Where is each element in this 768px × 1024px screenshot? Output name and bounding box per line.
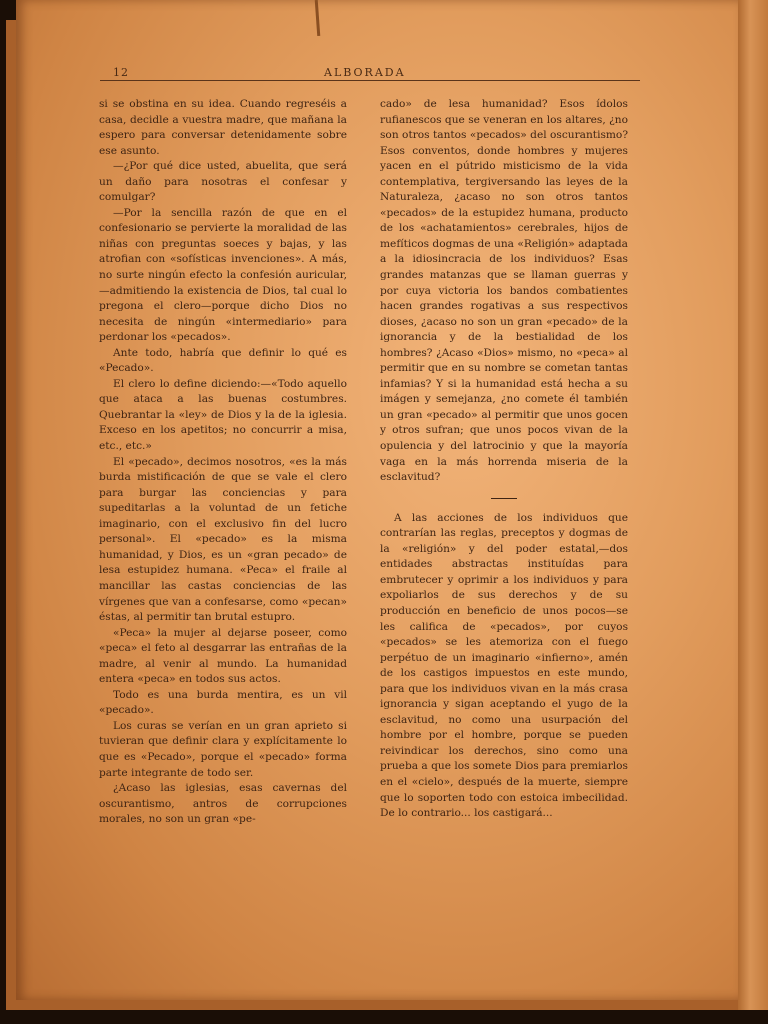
running-head — [100, 66, 640, 80]
left-column — [99, 97, 347, 828]
paragraph: ¿Acaso las iglesias, esas cavernas del oscurantismo, antros de corrupciones morales, no son un gran «pe- — [99, 782, 347, 826]
paragraph: cado» de lesa humanidad? Esos ídolos rufianescos que se veneran en los altares, ¿no son otros tantos «pecados» del oscurantismo? Esos conventos, donde hombres y mujeres yacen en el pútrido misticismo de la vida contemplativa, tergiversando las leyes de la Naturaleza, ¿acaso no son otros tantos «pecados» de la estupidez humana, producto de los «achatamientos» cerebrales, hijos de mefíticos dogmas de una «Religión» adaptada a la idiosincracia de los individuos? Esas grandes matanzas que se llaman guerras y por cuya victoria los bandos combatientes hacen grandes rogativas a sus respectivos dioses, ¿acaso no son un gran «pecado» de la ignorancia y de la bestialidad de los hombres? ¿Acaso «Dios» mismo, no «peca» al permitir que en su nombre se cometan tantas infamias? Y si la humanidad está hecha a su imágen y semejanza, ¿no comete él también un gran «pecado» al permitir que unos gocen y otros sufran; que unos pocos vivan de la opulencia y del latrocinio y que la mayoría vaga en la más horrenda miseria de la esclavitud? — [380, 98, 628, 484]
journal-title: ALBORADA — [324, 66, 406, 79]
right-column — [380, 97, 628, 822]
header-rule — [100, 80, 640, 81]
paragraph: —¿Por qué dice usted, abuelita, que será un daño para nosotras el confesar y comulgar? — [99, 160, 347, 204]
paragraph: Los curas se verían en un gran aprieto si tuvieran que definir clara y explícitamente lo que es «Pecado», porque el «pecado» forma parte integrante de todo ser. — [99, 719, 347, 779]
paragraph: «Peca» la mujer al dejarse poseer, como «peca» el feto al desgarrar las entrañas de la madre, al venir al mundo. La humanidad entera «peca» en todos sus actos. — [99, 626, 347, 686]
paragraph: Ante todo, habría que definir lo qué es «Pecado». — [99, 346, 347, 375]
paragraph: A las acciones de los individuos que contrarían las reglas, preceptos y dogmas de la «religión» y del poder estatal,—dos entidades abstractas instituídas para embrutecer y oprimir a los individuos y para expoliarlos de sus derechos y de su producción en beneficio de unos pocos—se les califica de «pecados», por cuyos «pecados» se les atemoriza con el fuego perpétuo de un imaginario «infierno», amén de los castigos impuestos en este mundo, para que los individuos vivan en la más crasa ignorancia y sigan aceptando el yugo de la esclavitud, no como una usurpación del hombre por el hombre, porque se pueden reivindicar los derechos, sino como una prueba a que los somete Dios para premiarlos en el «cielo», después de la muerte, siempre que lo soporten todo con estoica imbecilidad. De lo contrario... los castigará... — [380, 511, 628, 820]
paragraph: Todo es una burda mentira, es un vil «pecado». — [99, 688, 347, 717]
paragraph: El «pecado», decimos nosotros, «es la más burda mistificación de que se vale el clero para burgar las conciencias y para supeditarlas a la voluntad de un fetiche imaginario, con el exclusivo fin del lucro personal». El «pecado» es la misma humanidad, y Dios, es un «gran pecado» de lesa estupidez humana. «Peca» el fraile al mancillar las castas conciencias de las vírgenes que van a confesarse, como «pecan» éstas, al permitir tan brutal estupro. — [99, 455, 347, 624]
paragraph: El clero lo define diciendo:—«Todo aquello que ataca a las buenas costumbres. Quebrantar la «ley» de Dios y la de la iglesia. Exceso en los apetitos; no concurrir a misa, etc., etc.» — [99, 377, 347, 453]
paragraph: —Por la sencilla razón de que en el confesionario se pervierte la moralidad de las niñas con preguntas soeces y bajas, y las atrofian con «sofísticas invenciones». A más, no surte ningún efecto la confesión auricular,—admitiendo la existencia de Dios, tal cual lo pregona el clero—porque dicho Dios no necesita de ningún «intermediario» para perdonar los «pecados». — [99, 206, 347, 344]
next-page-edge — [738, 0, 768, 1010]
section-separator — [491, 498, 517, 499]
page-number: 12 — [113, 66, 129, 79]
paragraph: si se obstina en su idea. Cuando regreséis a casa, decidle a vuestra madre, que mañana la espero para conversar detenidamente sobre ese asunto. — [99, 98, 347, 157]
